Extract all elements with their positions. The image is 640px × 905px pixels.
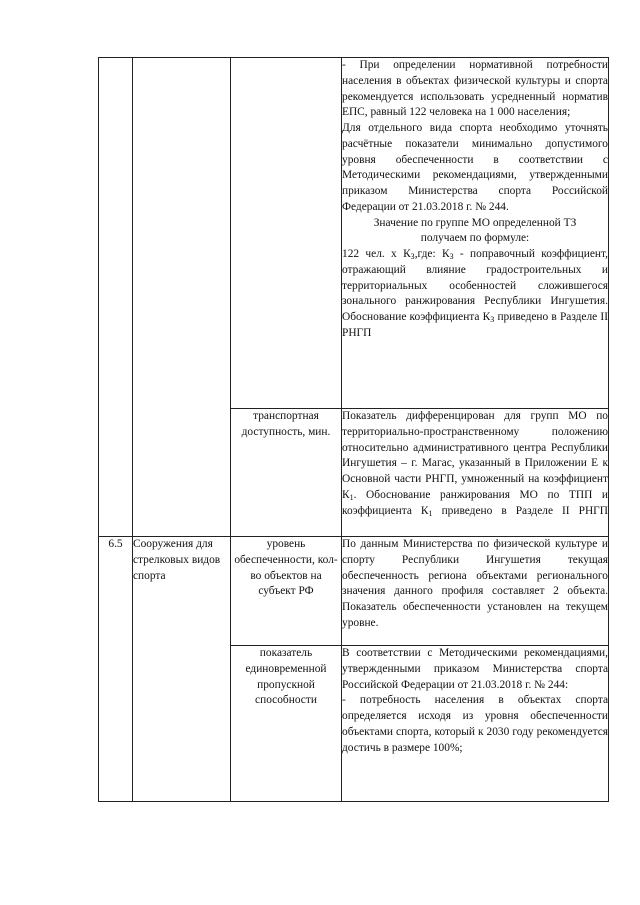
number-cell-empty	[99, 58, 133, 537]
justification-cell	[342, 58, 609, 409]
indicator-cell: уровень обеспеченности, кол-во объектов на субъект РФ	[231, 537, 342, 646]
paragraph: Для отдельного вида спорта необходимо уточнять расчётные показатели минимально допустимого уровня обеспеченности в соответствии с Методическими рекомендациями, утвержденными приказом Министерства спорта Российской Федерации от 21.03.2018 г. № 244.	[342, 122, 608, 213]
text-fragment: - поправочный коэффициент, отражающий влияние градостроительных и территориальных особенностей сложившегося зонального ранжирования Республики Ингушетия. Обоснование коэффициента К	[342, 248, 608, 323]
subscript: 1	[428, 508, 433, 518]
justification-cell	[342, 409, 609, 537]
subscript: З	[449, 252, 454, 261]
text-fragment: приведено в Разделе II РНГП	[342, 311, 608, 339]
paragraph: По данным Министерства по физической культуре и спорту Республики Ингушетия текущая обеспеченность региона объектами регионального значения данного профиля составляет 2 объекта. Показатель обеспеченности установлен на текущем уровне.	[342, 538, 608, 629]
text-fragment: Показатель дифференцирован для групп МО по территориально-пространственному положению относительно административного центра Республики Ингушетия – г. Магас, указанный в Приложении Е к Основной части РНГП, умноженный на коэффициент К	[342, 410, 608, 501]
subscript: 1	[349, 492, 354, 502]
facility-cell-empty	[133, 58, 231, 537]
text-fragment: 122 чел. x К	[342, 248, 411, 260]
subscript: З	[490, 315, 495, 324]
facility-name: Сооружения для стрелковых видов спорта	[133, 537, 231, 802]
norms-table	[98, 57, 609, 802]
paragraph: Значение по группе МО определенной ТЗ	[373, 216, 577, 229]
paragraph	[342, 409, 608, 519]
paragraph: - При определении нормативной потребности населения в объектах физической культуры и спорта рекомендуется использовать усредненный норматив ЕПС, равный 122 человека на 1 000 населения;	[342, 59, 608, 119]
formula-paragraph	[342, 247, 608, 342]
row-number: 6.5	[99, 537, 133, 802]
justification-cell	[342, 537, 609, 646]
table-row	[99, 58, 609, 409]
paragraph: получаем по формуле:	[420, 232, 530, 245]
text-fragment: ,где: К	[414, 248, 450, 260]
indicator-cell: транспортная доступность, мин.	[231, 409, 342, 537]
table-row	[99, 537, 609, 646]
indicator-cell-empty	[231, 58, 342, 409]
paragraph: - потребность населения в объектах спорта определяется исходя из уровня обеспеченности объектами спорта, который к 2030 году рекомендуется достичь в размере 100%;	[342, 694, 608, 754]
text-fragment: приведено в Разделе II РНГП	[432, 504, 608, 517]
justification-cell	[342, 646, 609, 802]
text-fragment: . Обоснование ранжирования МО по ТПП и коэффициента К	[342, 488, 608, 517]
subscript: З	[410, 252, 415, 261]
paragraph: В соответствии с Методическими рекомендациями, утвержденными приказом Министерства спорта Российской Федерации от 21.03.2018 г. № 244:	[342, 647, 608, 691]
indicator-cell: показатель единовременной пропускной способности	[231, 646, 342, 802]
